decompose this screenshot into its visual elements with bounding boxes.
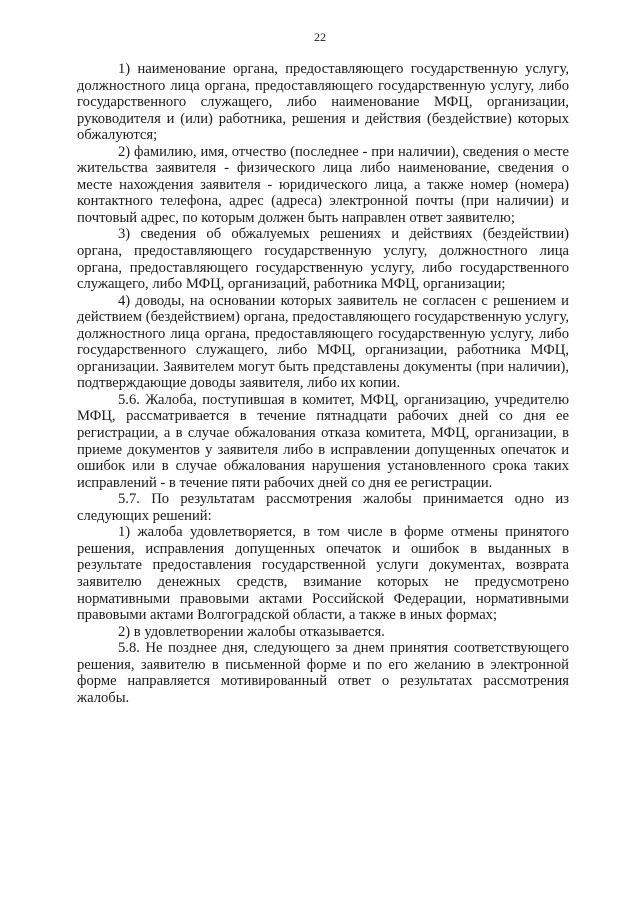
paragraph-section-5-7: 5.7. По результатам рассмотрения жалобы принимается одно из следующих решений: bbox=[77, 491, 569, 524]
page-number: 22 bbox=[314, 30, 326, 44]
paragraph-section-5-6: 5.6. Жалоба, поступившая в комитет, МФЦ, организацию, учредителю МФЦ, рассматривается в течение пятнадцати рабочих дней со дня ее регистрации, а в случае обжалования отказа комитета, МФЦ, организации, в приеме документов у заявителя либо в исправлении допущенных опечаток и ошибок или в случае обжалования нарушения установленного срока таких исправлений - в течение пяти рабочих дней со дня ее регистрации. bbox=[77, 391, 569, 491]
paragraph-complaint-content-2: 2) фамилию, имя, отчество (последнее - при наличии), сведения о месте жительства заявителя - физического лица либо наименование, сведения о месте нахождения заявителя - юридического лица, а также номер (номера) контактного телефона, адрес (адреса) электронной почты (при наличии) и почтовый адрес, по которым должен быть направлен ответ заявителю; bbox=[77, 143, 569, 226]
document-body bbox=[77, 61, 569, 706]
paragraph-decision-1: 1) жалоба удовлетворяется, в том числе в форме отмены принятого решения, исправления допущенных опечаток и ошибок в выданных в результате предоставления государственной услуги документах, возврата заявителю денежных средств, взимание которых не предусмотрено нормативными правовыми актами Российской Федерации, нормативными правовыми актами Волгоградской области, а также в иных формах; bbox=[77, 524, 569, 624]
paragraph-complaint-content-4: 4) доводы, на основании которых заявитель не согласен с решением и действием (бездействием) органа, предоставляющего государственную услугу, должностного лица органа, предоставляющего государственную услугу, либо государственного служащего, либо МФЦ, организации, работника МФЦ, организации. Заявителем могут быть представлены документы (при наличии), подтверждающие доводы заявителя, либо их копии. bbox=[77, 292, 569, 392]
paragraph-section-5-8: 5.8. Не позднее дня, следующего за днем принятия соответствующего решения, заявителю в письменной форме и по его желанию в электронной форме направляется мотивированный ответ о результатах рассмотрения жалобы. bbox=[77, 640, 569, 706]
paragraph-complaint-content-1: 1) наименование органа, предоставляющего государственную услугу, должностного лица органа, предоставляющего государственную услугу, либо государственного служащего, либо наименование МФЦ, организации, руководителя и (или) работника, решения и действия (бездействие) которых обжалуются; bbox=[77, 61, 569, 144]
paragraph-decision-2: 2) в удовлетворении жалобы отказывается. bbox=[118, 623, 385, 640]
paragraph-complaint-content-3: 3) сведения об обжалуемых решениях и действиях (бездействии) органа, предоставляющего государственную услугу, должностного лица органа, предоставляющего государственную услугу, либо государственного служащего, либо МФЦ, организаций, работника МФЦ, организации; bbox=[77, 226, 569, 293]
